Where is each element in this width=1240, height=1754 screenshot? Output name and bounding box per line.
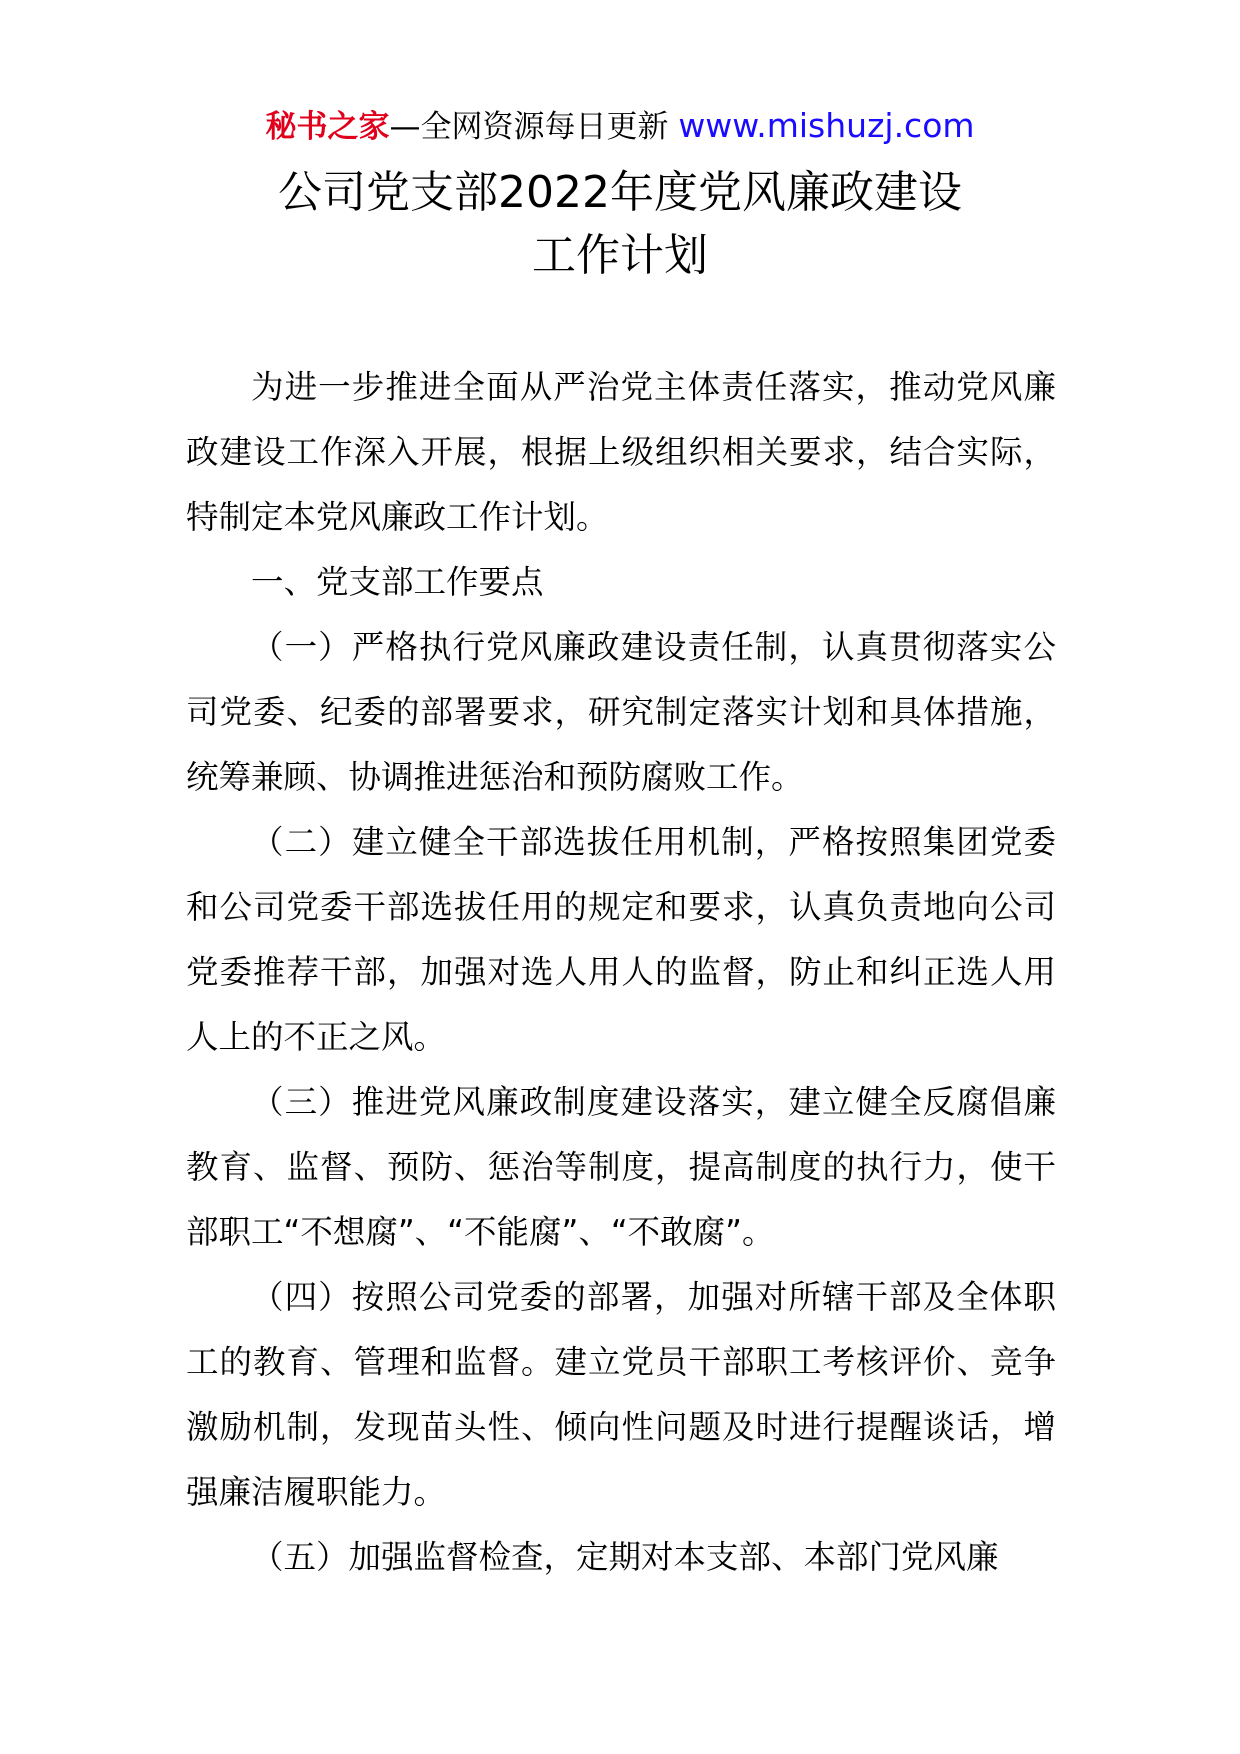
- document-title-line-2: 工作计划: [532, 230, 708, 281]
- document-title-line-1: 公司党支部2022年度党风廉政建设: [278, 167, 962, 218]
- intro-paragraph: 为进一步推进全面从严治党主体责任落实，推动党风廉政建设工作深入开展，根据上级组织相关要求，结合实际，特制定本党风廉政工作计划。: [186, 368, 1056, 536]
- list-item-1: （一）严格执行党风廉政建设责任制，认真贯彻落实公司党委、纪委的部署要求，研究制定落实计划和具体措施，统筹兼顾、协调推进惩治和预防腐败工作。: [186, 628, 1056, 796]
- list-item-3: （三）推进党风廉政制度建设落实，建立健全反腐倡廉教育、监督、预防、惩治等制度，提高制度的执行力，使干部职工“不想腐”、“不能腐”、“不敢腐”。: [186, 1083, 1056, 1251]
- site-url: www.mishuzj.com: [678, 106, 975, 145]
- section-heading-1: 一、党支部工作要点: [251, 563, 544, 601]
- header-slogan: —全网资源每日更新: [389, 109, 679, 145]
- list-item-5: （五）加强监督检查，定期对本支部、本部门党风廉: [251, 1538, 999, 1576]
- list-item-4: （四）按照公司党委的部署，加强对所辖干部及全体职工的教育、管理和监督。建立党员干部职工考核评价、竞争激励机制，发现苗头性、倾向性问题及时进行提醒谈话，增强廉洁履职能力。: [186, 1278, 1056, 1511]
- document-body: [186, 355, 1056, 1590]
- site-header: [0, 98, 1240, 154]
- list-item-2: （二）建立健全干部选拔任用机制，严格按照集团党委和公司党委干部选拔任用的规定和要求，认真负责地向公司党委推荐干部，加强对选人用人的监督，防止和纠正选人用人上的不正之风。: [186, 823, 1056, 1056]
- brand-name: 秘书之家: [265, 109, 390, 145]
